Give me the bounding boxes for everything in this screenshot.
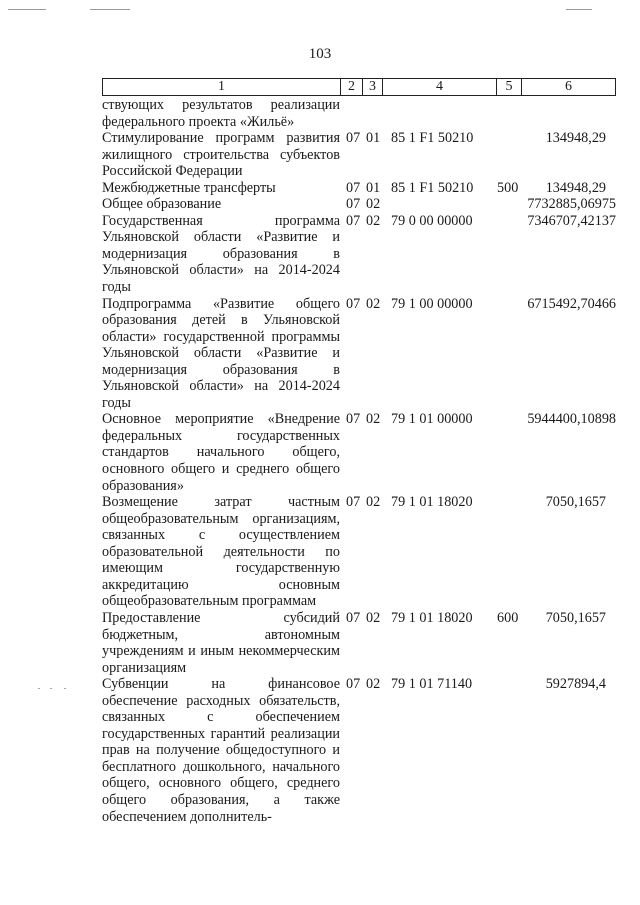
row-target-code: 79 0 00 00000 (391, 212, 473, 229)
row-description: Возмещение затрат частным общеобразовательным организациям, связанных с осуществлением образовательной деятельности по имеющим государственную аккредитацию основным общеобразовательным программам (102, 494, 340, 610)
row-amount: 6715492,70466 (527, 295, 616, 312)
row-subsection: 02 (366, 494, 381, 511)
row-subsection: 01 (366, 130, 381, 147)
row-expense-type: 600 (497, 609, 519, 626)
scan-artifact (8, 9, 46, 10)
table-row (102, 676, 616, 825)
table-row (102, 296, 616, 412)
row-subsection: 02 (366, 609, 381, 626)
row-amount: 134948,29 (545, 179, 606, 196)
row-target-code: 79 1 01 71140 (391, 676, 473, 693)
row-section: 07 (346, 295, 361, 312)
scan-artifact (566, 9, 592, 10)
row-amount: 7050,1657 (545, 609, 606, 626)
row-description: ствующих результатов реализации федерального проекта «Жильё» (102, 97, 340, 130)
table-row (102, 180, 616, 197)
page-number: 103 (308, 46, 332, 62)
row-description: Основное мероприятие «Внедрение федеральных государственных стандартов начального общего, основного общего и среднего общего образования» (102, 411, 340, 494)
row-section: 07 (346, 411, 361, 428)
table-header-row (102, 78, 616, 96)
row-section: 07 (346, 676, 361, 693)
row-amount: 7732885,06975 (527, 196, 616, 213)
table-row (102, 97, 616, 130)
table-row (102, 196, 616, 213)
table-row (102, 610, 616, 676)
row-description: Предоставление субсидий бюджетным, автономным учреждениям и иным некоммерческим организациям (102, 609, 340, 676)
header-col-6: 6 (565, 79, 572, 94)
scan-artifact (64, 688, 66, 689)
row-target-code: 79 1 01 00000 (391, 411, 473, 428)
row-expense-type: 500 (497, 179, 519, 196)
row-subsection: 02 (366, 411, 381, 428)
scan-artifact (50, 688, 52, 689)
scan-artifact (38, 688, 40, 689)
table-body (102, 97, 616, 825)
header-col-1: 1 (103, 79, 341, 95)
row-amount: 7050,1657 (545, 494, 606, 511)
row-section: 07 (346, 609, 361, 626)
row-amount: 7346707,42137 (527, 212, 616, 229)
row-subsection: 02 (366, 196, 381, 213)
row-subsection: 01 (366, 179, 381, 196)
row-section: 07 (346, 196, 361, 213)
row-target-code: 85 1 F1 50210 (391, 130, 474, 147)
row-target-code: 85 1 F1 50210 (391, 179, 474, 196)
row-section: 07 (346, 179, 361, 196)
row-amount: 134948,29 (545, 130, 606, 147)
header-col-2: 2 (341, 79, 363, 95)
header-col-5: 5 (497, 79, 522, 95)
header-col-4: 4 (383, 79, 497, 95)
row-description: Стимулирование программ развития жилищного строительства субъектов Российской Федерации (102, 130, 340, 180)
row-amount: 5927894,4 (545, 676, 606, 693)
row-section: 07 (346, 212, 361, 229)
row-subsection: 02 (366, 295, 381, 312)
row-target-code: 79 1 00 00000 (391, 295, 473, 312)
scan-artifact (90, 9, 130, 10)
row-amount: 5944400,10898 (527, 411, 616, 428)
table-row (102, 130, 616, 180)
row-description: Подпрограмма «Развитие общего образования детей в Ульяновской области» государственной программы Ульяновской области «Развитие и модернизация образования в Ульяновской области» на 2014-2024 годы (102, 295, 340, 411)
row-description: Межбюджетные трансферты (102, 179, 276, 196)
row-target-code: 79 1 01 18020 (391, 609, 473, 626)
row-section: 07 (346, 494, 361, 511)
row-subsection: 02 (366, 676, 381, 693)
table-row (102, 213, 616, 296)
table-row (102, 494, 616, 610)
header-col-3: 3 (363, 79, 383, 95)
table-row (102, 411, 616, 494)
row-section: 07 (346, 130, 361, 147)
row-target-code: 79 1 01 18020 (391, 494, 473, 511)
row-description: Субвенции на финансовое обеспечение расходных обязательств, связанных с обеспечением государственных гарантий реализации прав на получение общедоступного и бесплатного дошкольного, начального общего, основного общего, среднего общего образования, а также обеспечением дополнитель- (102, 676, 340, 825)
row-subsection: 02 (366, 212, 381, 229)
row-description: Государственная программа Ульяновской области «Развитие и модернизация образования в Ульяновской области» на 2014-2024 годы (102, 212, 340, 296)
row-description: Общее образование (102, 196, 222, 213)
